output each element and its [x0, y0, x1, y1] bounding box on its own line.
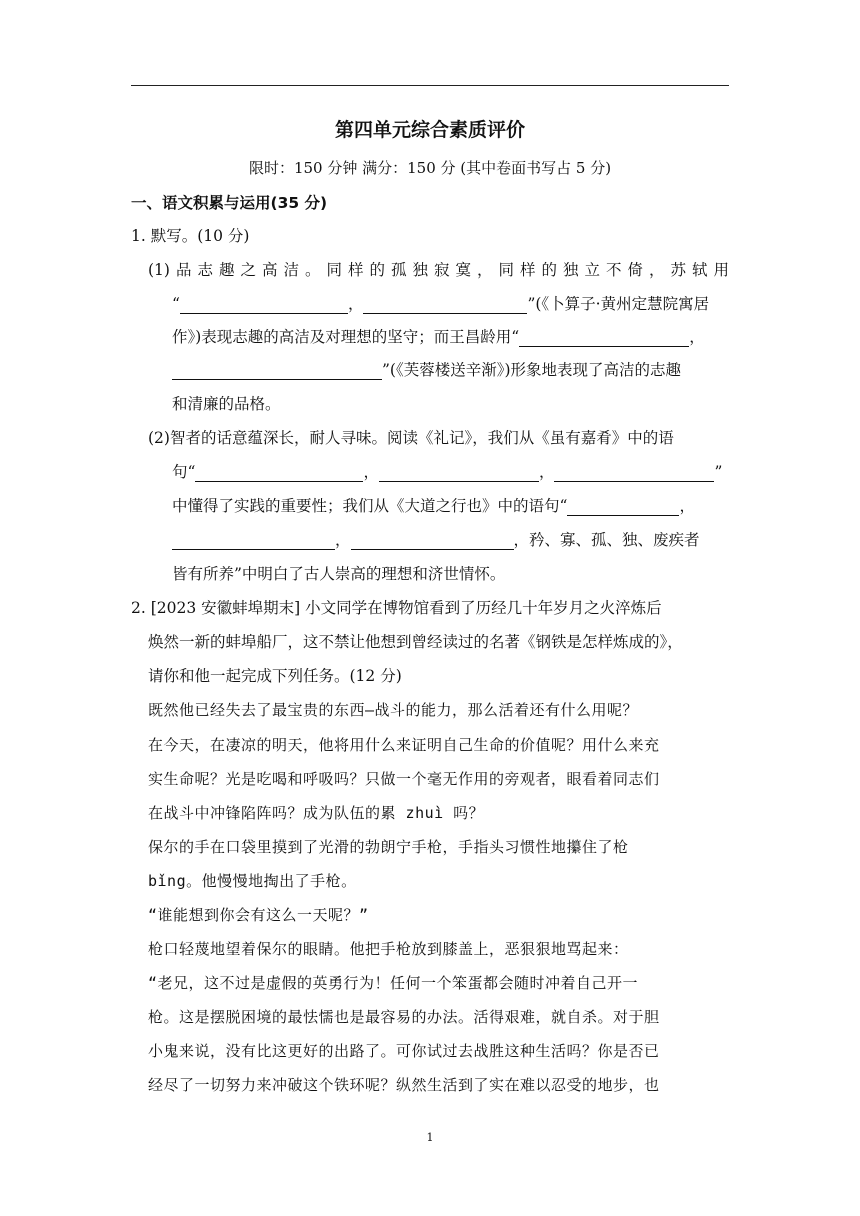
line-text: ”(《芙蓉楼送辛渐》)形象地表现了高洁的志趣 — [382, 361, 682, 379]
q1-part2-line3 — [172, 496, 695, 516]
comma: ， — [347, 295, 364, 313]
line-tail: ，矜、寡、孤、独、废疾者 — [513, 531, 700, 549]
answer-blank[interactable] — [172, 363, 382, 380]
q1-part1-line2 — [172, 294, 709, 314]
passage-line: 经尽了一切努力来冲破这个铁环呢？纵然生活到了实在难以忍受的地步，也 — [148, 1076, 660, 1094]
answer-blank[interactable] — [363, 297, 527, 314]
question-2-line1: 2. [2023 安徽蚌埠期末] 小文同学在博物馆看到了历经几十年岁月之火淬炼后 — [131, 599, 662, 617]
header-rule — [131, 85, 729, 86]
line-tail: ”(《卜算子·黄州定慧院寓居 — [527, 295, 710, 313]
passage-line: 小鬼来说，没有比这更好的出路了。可你试过去战胜这种生活吗？你是否已 — [148, 1042, 660, 1060]
line-text: 作》)表现志趣的高洁及对理想的坚守；而王昌龄用“ — [172, 328, 520, 346]
comma: ， — [689, 328, 705, 346]
answer-blank[interactable] — [519, 330, 689, 347]
quote-close: ” — [714, 463, 723, 481]
section-heading: 一、语文积累与运用(35 分) — [131, 194, 328, 212]
comma: ， — [538, 463, 555, 481]
passage-line: 枪。这是摆脱困境的最怯懦也是最容易的办法。活得艰难，就自杀。对于胆 — [148, 1008, 660, 1026]
question-2-line2: 焕然一新的蚌埠船厂，这不禁让他想到曾经读过的名著《钢铁是怎样炼成的》， — [148, 633, 683, 651]
line-text: 中懂得了实践的重要性；我们从《大道之行也》中的语句“ — [172, 497, 568, 515]
answer-blank[interactable] — [351, 533, 514, 550]
comma: ， — [679, 497, 695, 515]
page-title: 第四单元综合素质评价 — [334, 119, 525, 141]
q1-part2-line2 — [172, 462, 722, 482]
q1-part2-line1: (2)智者的话意蕴深长，耐人寻味。阅读《礼记》，我们从《虽有嘉肴》中的语 — [148, 429, 674, 447]
q1-part1-line5: 和清廉的品格。 — [172, 395, 281, 413]
q1-part2-line5: 皆有所养”中明白了古人崇高的理想和济世情怀。 — [172, 565, 506, 583]
q1-part1-line3 — [172, 327, 705, 347]
question-2-line3: 请你和他一起完成下列任务。(12 分) — [148, 667, 402, 685]
answer-blank[interactable] — [554, 465, 714, 482]
comma: ， — [363, 463, 379, 481]
q1-part2-line4 — [172, 530, 700, 550]
q1-part1-line4 — [172, 360, 681, 380]
answer-blank[interactable] — [379, 465, 539, 482]
passage-line: 枪口轻蔑地望着保尔的眼睛。他把手枪放到膝盖上，恶狠狠地骂起来： — [148, 940, 629, 958]
passage-line: 在今天，在凄凉的明天，他将用什么来证明自己生命的价值呢？用什么来充 — [148, 736, 660, 754]
passage-line: 实生命呢？光是吃喝和呼吸吗？只做一个毫无作用的旁观者，眼看着同志们 — [148, 770, 660, 788]
answer-blank[interactable] — [567, 499, 679, 516]
passage-line: bǐng。他慢慢地掏出了手枪。 — [148, 872, 357, 890]
passage-line: 既然他已经失去了最宝贵的东西—战斗的能力，那么活着还有什么用呢？ — [148, 701, 639, 719]
q1-part1-line1: (1)品志趣之高洁。同样的孤独寂寞，同样的独立不倚，苏轼用 — [148, 261, 729, 279]
answer-blank[interactable] — [180, 297, 348, 314]
passage-line: “谁能想到你会有这么一天呢？” — [148, 906, 369, 924]
exam-info: 限时：150 分钟 满分：150 分 (其中卷面书写占 5 分) — [248, 159, 612, 177]
passage-line: 在战斗中冲锋陷阵吗？成为队伍的累 zhuì 吗？ — [148, 804, 485, 822]
page-number: 1 — [426, 1131, 434, 1144]
comma: ， — [335, 531, 351, 549]
line-text: 句“ — [172, 463, 196, 481]
passage-line: “老兄，这不过是虚假的英勇行为！任何一个笨蛋都会随时冲着自己开一 — [148, 974, 639, 992]
answer-blank[interactable] — [172, 533, 335, 550]
question-1-label: 1. 默写。(10 分) — [131, 227, 250, 245]
passage-line: 保尔的手在口袋里摸到了光滑的勃朗宁手枪，手指头习惯性地攥住了枪 — [148, 838, 629, 856]
quote-open: “ — [172, 295, 180, 313]
answer-blank[interactable] — [195, 465, 363, 482]
